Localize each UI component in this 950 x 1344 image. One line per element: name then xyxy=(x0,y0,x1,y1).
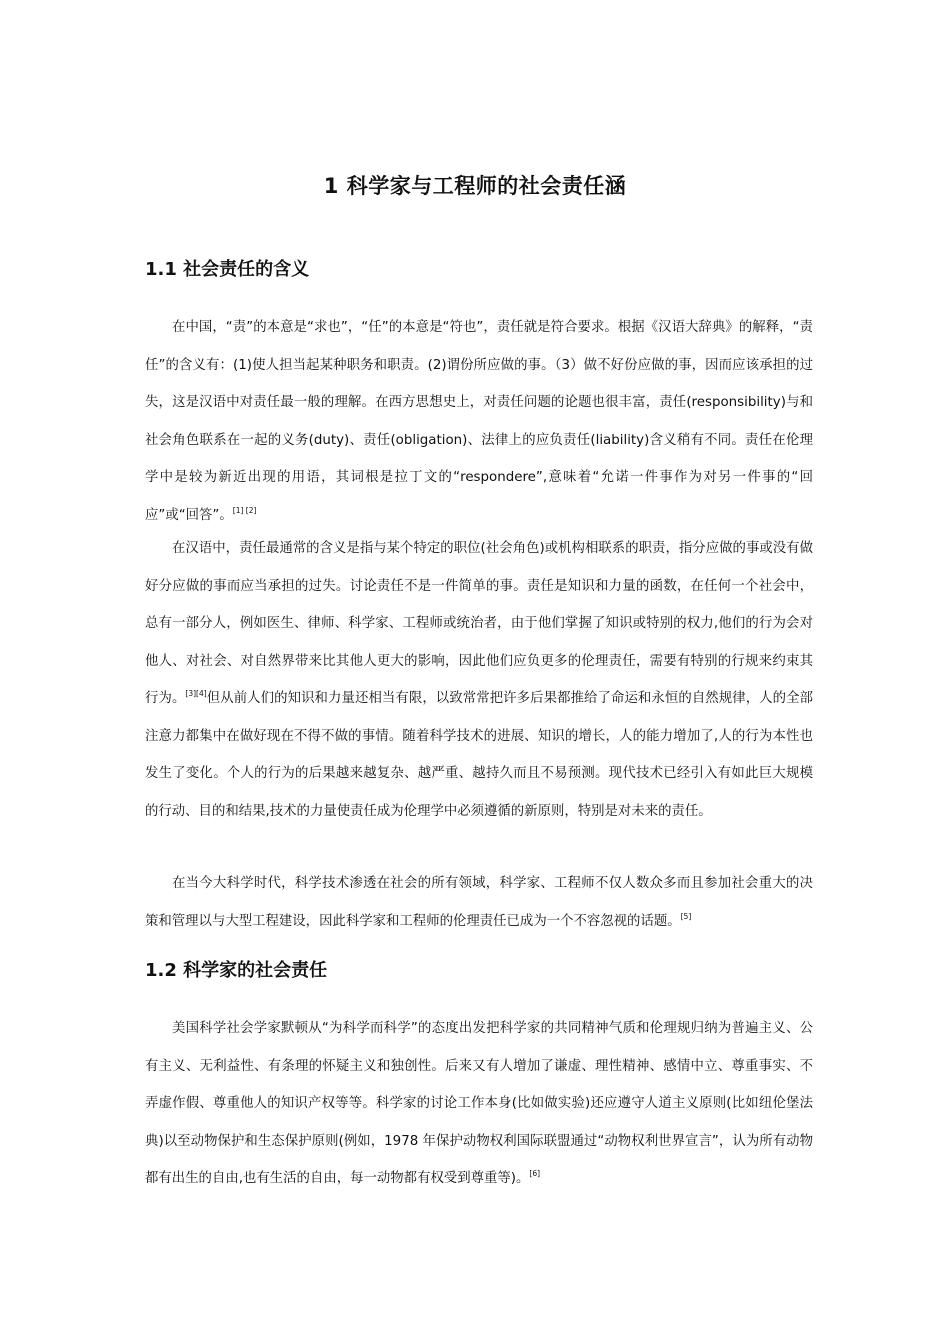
section-heading-1-2: 1.2 科学家的社会责任 xyxy=(145,960,328,981)
paragraph xyxy=(145,309,813,534)
paragraph xyxy=(145,1010,813,1198)
paragraph-text: 在汉语中，责任最通常的含义是指与某个特定的职位(社会角色)或机构相联系的职责，指分应做的事或没有做好分应做的事而应当承担的过失。讨论责任不是一件简单的事。责任是知识和力量的函数，在任何一个社会中，总有一部分人，例如医生、律师、科学家、工程师或统治者，由于他们掌握了知识或特别的权力,他们的行为会对他人、对社会、对自然界带来比其他人更大的影响，因此他们应负更多的伦理责任，需要有特别的行规来约束其行为。 xyxy=(145,541,813,706)
paragraph xyxy=(145,865,813,940)
citation-ref: [5] xyxy=(680,911,692,921)
paragraph-text: 在当今大科学时代，科学技术渗透在社会的所有领域，科学家、工程师不仅人数众多而且参加社会重大的决策和管理以与大型工程建设，因此科学家和工程师的伦理责任已成为一个不容忽视的话题。 xyxy=(145,876,813,929)
paragraph-text: 在中国，“责”的本意是“求也”，“任”的本意是“符也”，责任就是符合要求。根据《汉语大辞典》的解释，“责任”的含义有：(1)使人担当起某种职务和职责。(2)谓份所应做的事。（3）做不好份应做的事，因而应该承担的过失，这是汉语中对责任最一般的理解。在西方思想史上，对责任问题的论题也很丰富，责任(responsibility)与和社会角色联系在一起的义务(duty)、责任(obligation)、法律上的应负责任(liability)含义稍有不同。责任在伦理学中是较为新近出现的用语，其词根是拉丁文的“respondere”,意味着“允诺一件事作为对另一件事的“回应”或“回答”。 xyxy=(145,320,813,523)
citation-ref: [6] xyxy=(529,1169,541,1178)
citation-ref: [1] [2] xyxy=(232,505,257,515)
chapter-title: 1 科学家与工程师的社会责任涵 xyxy=(323,174,627,198)
section-heading-1-1: 1.1 社会责任的含义 xyxy=(145,259,310,280)
paragraph-text: 但从前人们的知识和力量还相当有限，以致常常把许多后果都推给了命运和永恒的自然规律，人的全部注意力都集中在做好现在不得不做的事情。随着科学技术的进展、知识的增长，人的能力增加了,人的行为本性也发生了变化。个人的行为的后果越来越复杂、越严重、越持久而且不易预测。现代技术已经引入有如此巨大规模的行动、目的和结果,技术的力量使责任成为伦理学中必须遵循的新原则，特别是对未来的责任。 xyxy=(145,691,813,819)
citation-ref: [3][4] xyxy=(185,689,207,698)
paragraph xyxy=(145,530,813,830)
paragraph-text: 美国科学社会学家默顿从“为科学而科学”的态度出发把科学家的共同精神气质和伦理规归纳为普遍主义、公有主义、无利益性、有条理的怀疑主义和独创性。后来又有人增加了谦虚、理性精神、感情中立、尊重事实、不弄虚作假、尊重他人的知识产权等等。科学家的讨论工作本身(比如做实验)还应遵守人道主义原则(比如纽伦堡法典)以至动物保护和生态保护原则(例如，1978 年保护动物权利国际联盟通过“动物权利世界宣言”，认为所有动物都有出生的自由,也有生活的自由，每一动物都有权受到尊重等)。 xyxy=(145,1021,813,1186)
